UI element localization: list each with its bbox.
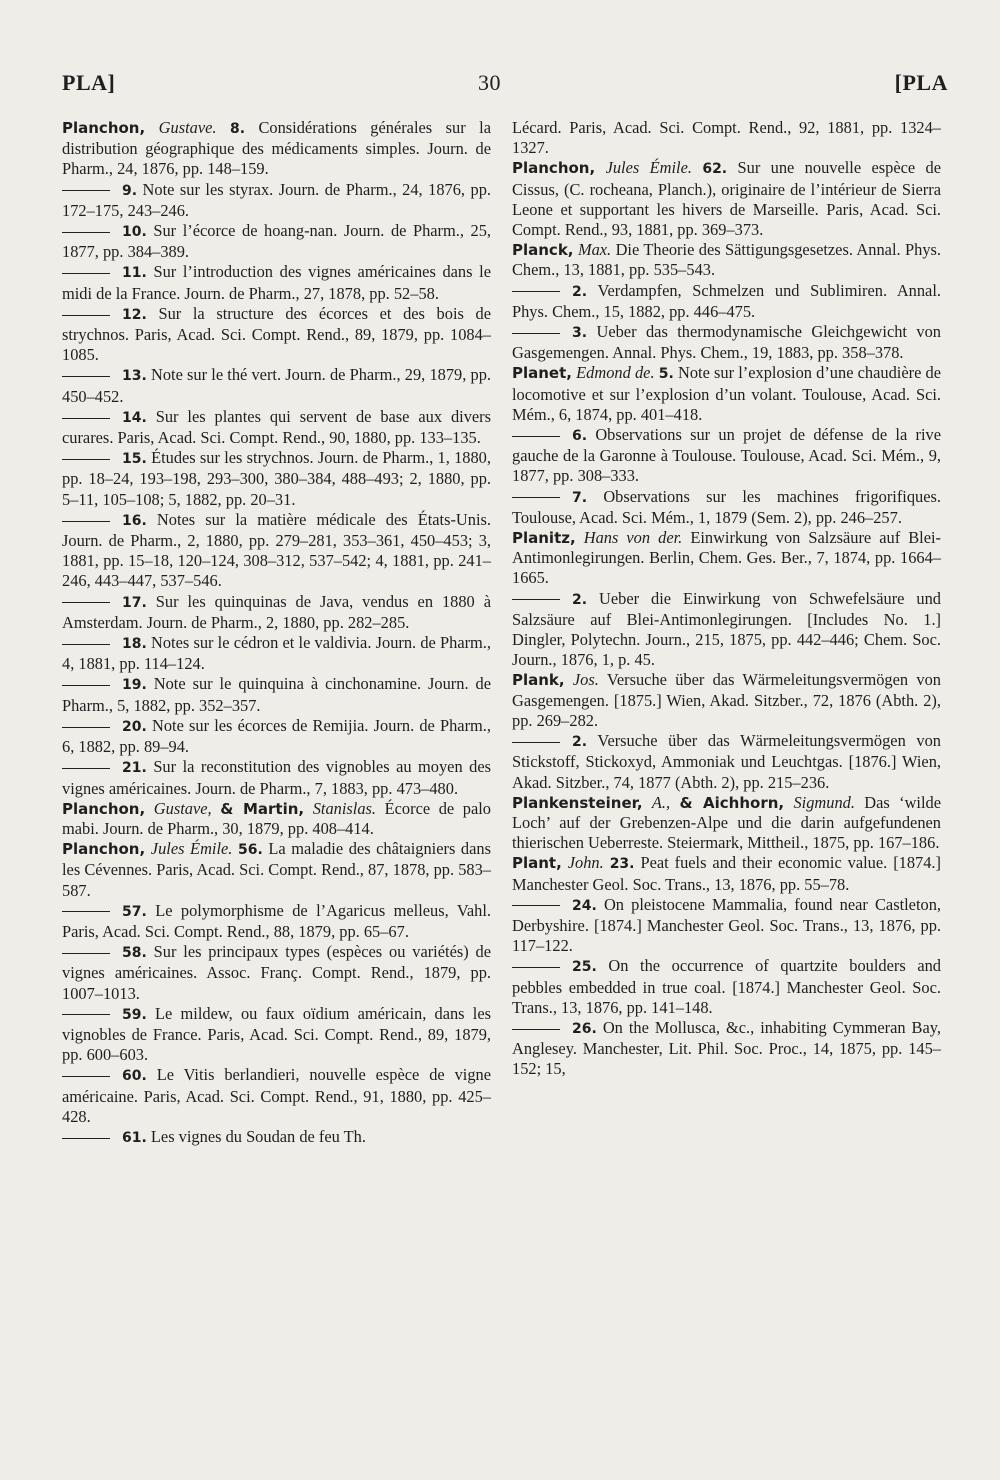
bibliography-entry [62, 592, 491, 633]
entry-number: 2. [572, 283, 588, 300]
entry-number: 15. [122, 451, 147, 468]
entry-text: Sur une nouvelle espèce de Cissus, (C. rocheana, Planch.), originaire de l’intérieur de Sierra Leone et supportant les hivers de Marseille. Paris, Acad. Sci. Compt. Rend., 93, 1881, pp. 369–373. [512, 158, 941, 240]
bibliography-entry [62, 1065, 491, 1127]
bibliography-entry [62, 118, 491, 180]
entry-text: On the occurrence of quartzite boulders and pebbles embedded in true coal. [1874.] Manchester Geol. Soc. Trans., 13, 1876, pp. 141–148. [512, 956, 941, 1017]
entry-number: 26. [572, 1020, 597, 1037]
bibliography-entry [62, 448, 491, 510]
ditto-dash [62, 768, 110, 769]
entry-text: Note sur les écorces de Remijia. Journ. de Pharm., 6, 1882, pp. 89–94. [62, 715, 491, 757]
ditto-dash [62, 1138, 110, 1139]
bibliography-entry [62, 839, 491, 901]
ditto-dash [62, 1014, 110, 1015]
bibliography-entry [62, 1004, 491, 1066]
bibliography-entry [62, 716, 491, 757]
entry-text: Sur la structure des écorces et des bois de strychnos. Paris, Acad. Sci. Compt. Rend., 89, 1879, pp. 1084–1085. [62, 303, 491, 365]
right-column [512, 118, 941, 1080]
author-surname: Plant, [512, 854, 562, 873]
entry-number: 9. [122, 182, 138, 199]
bibliography-entry [512, 853, 941, 894]
ditto-dash [512, 333, 560, 334]
author-given-name: Jules Émile. [605, 158, 692, 178]
author-surname: Planchon, [62, 119, 146, 137]
entry-text: Le Vitis berlandieri, nouvelle espèce de vigne américaine. Paris, Acad. Sci. Compt. Rend., 91, 1880, pp. 425–428. [62, 1065, 491, 1126]
entry-number: 13. [122, 368, 147, 385]
entry-text: Le polymorphisme de l’Agaricus melleus, Vahl. Paris, Acad. Sci. Compt. Rend., 88, 1879, pp. 65–67. [62, 900, 491, 941]
bibliography-entry [62, 942, 491, 1004]
entry-number: 10. [122, 224, 147, 241]
bibliography-entry [62, 365, 491, 406]
bibliography-entry [62, 180, 491, 221]
entry-number: 2. [572, 591, 588, 608]
entry-text: On pleistocene Mammalia, found near Castleton, Derbyshire. [1874.] Manchester Geol. Soc. Trans., 13, 1876, pp. 117–122. [512, 894, 941, 956]
ditto-dash [62, 232, 110, 233]
entry-text: Lécard. Paris, Acad. Sci. Compt. Rend., 92, 1881, pp. 1324–1327. [512, 118, 941, 158]
ditto-dash [62, 521, 110, 522]
entry-text: Le mildew, ou faux oïdium américain, dans les vignobles de France. Paris, Acad. Sci. Compt. Rend., 89, 1879, pp. 600–603. [62, 1003, 491, 1065]
ditto-dash [512, 967, 560, 968]
running-header-right: [PLA [894, 70, 948, 95]
ditto-dash [62, 953, 110, 954]
coauthor-given-name: Stanislas. [312, 798, 377, 818]
entry-number: 5. [658, 366, 674, 383]
entry-number: 6. [572, 428, 588, 445]
author-surname: Planchon, [62, 799, 146, 818]
entry-text: Considérations générales sur la distribution géographique des médicaments simples. Journ. de Pharm., 24, 1876, pp. 148–159. [62, 118, 491, 179]
entry-number: 3. [572, 325, 588, 342]
bibliography-entry [62, 633, 491, 674]
entry-text: Das ‘wilde Loch’ auf der Grebenzen-Alpe und die darin aufgefundenen thierischen Ueberreste. Steiermark, Mittheil., 1875, pp. 167–186. [512, 792, 942, 853]
bibliography-entry [62, 757, 491, 798]
entry-number: 2. [572, 734, 588, 751]
author-surname: Plankensteiner, [512, 793, 643, 812]
entry-text: Notes sur le cédron et le valdivia. Journ. de Pharm., 4, 1881, pp. 114–124. [62, 633, 491, 674]
ditto-dash [62, 418, 110, 419]
bibliography-entry [512, 670, 941, 731]
coauthor-surname: & Martin, [220, 799, 305, 818]
entry-number: 7. [572, 489, 588, 506]
entry-number: 24. [572, 897, 597, 914]
entry-text: On the Mollusca, &c., inhabiting Cymmeran Bay, Anglesey. Manchester, Lit. Phil. Soc. Proc., 14, 1875, pp. 145–152; 15, [512, 1017, 941, 1079]
entry-text: Verdampfen, Schmelzen und Sublimiren. Annal. Phys. Chem., 15, 1882, pp. 446–475. [512, 280, 941, 321]
bibliography-entry [512, 363, 941, 425]
author-surname: Planitz, [512, 529, 576, 548]
running-header-left: PLA] [62, 70, 116, 95]
author-surname: Planck, [512, 241, 574, 260]
bibliography-entry [512, 425, 941, 487]
bibliography-entry [62, 799, 491, 839]
author-given-name: John. [567, 853, 604, 873]
entry-text: Observations sur un projet de défense de la rive gauche de la Garonne à Toulouse. Toulouse, Acad. Sci. Mém., 9, 1877, pp. 308–333. [512, 425, 941, 486]
bibliography-entry [512, 118, 941, 158]
ditto-dash [62, 273, 110, 274]
bibliography-entry [512, 1018, 941, 1080]
bibliography-entry [512, 240, 941, 280]
bibliography-entry [62, 304, 491, 366]
entry-text: Note sur les styrax. Journ. de Pharm., 24, 1876, pp. 172–175, 243–246. [62, 179, 491, 220]
entry-text: Les vignes du Soudan de feu Th. [150, 1126, 366, 1146]
entry-number: 57. [122, 903, 147, 920]
bibliography-entry [512, 956, 941, 1018]
ditto-dash [512, 436, 560, 437]
bibliography-entry [62, 901, 491, 942]
ditto-dash [62, 911, 110, 912]
bibliography-entry [512, 322, 941, 363]
bibliography-entry [512, 158, 941, 240]
entry-text: Notes sur la matière médicale des États-Unis. Journ. de Pharm., 2, 1880, pp. 279–281, 353–361, 450–453; 3, 1881, pp. 15–18, 120–124, 308–312, 537–542; 4, 1881, pp. 241–246, 443–447, 537–546. [62, 509, 491, 591]
ditto-dash [62, 644, 110, 645]
entry-text: La maladie des châtaigniers dans les Cévennes. Paris, Acad. Sci. Compt. Rend., 87, 1878, pp. 583–587. [62, 839, 491, 900]
entry-text: Versuche über das Wärmeleitungsvermögen von Gasgemengen. [1875.] Wien, Akad. Sitzber., 72, 1876 (Abth. 2), pp. 269–282. [512, 670, 941, 730]
author-given-name: Max. [577, 240, 612, 260]
ditto-dash [512, 1029, 560, 1030]
bibliography-entry [512, 793, 941, 854]
ditto-dash [62, 602, 110, 603]
author-surname: Planchon, [512, 159, 596, 178]
entry-number: 56. [237, 842, 263, 859]
entry-number: 23. [609, 856, 635, 873]
bibliography-entry [512, 731, 941, 793]
entry-text: Die Theorie des Sättigungsgesetzes. Annal. Phys. Chem., 13, 1881, pp. 535–543. [512, 240, 941, 280]
entry-number: 59. [122, 1006, 147, 1023]
coauthor-surname: & Aichhorn, [679, 793, 785, 812]
entry-text: Études sur les strychnos. Journ. de Pharm., 1, 1880, pp. 18–24, 193–198, 293–300, 380–384, 488–493; 2, 1880, pp. 5–11, 105–108; 5, 1882, pp. 20–31. [62, 448, 491, 509]
author-surname: Planchon, [62, 840, 146, 859]
entry-text: Ueber die Einwirkung von Schwefelsäure und Salzsäure auf Blei-Antimonlegirungen. [Includes No. 1.] Dingler, Polytechn. Journ., 215, 1875, pp. 442–446; Chem. Soc. Journ., 1876, 1, p. 45. [512, 588, 941, 670]
entry-number: 12. [122, 306, 147, 323]
author-given-name: Hans von der. [583, 528, 683, 548]
ditto-dash [62, 1076, 110, 1077]
entry-number: 62. [702, 161, 728, 178]
left-column [62, 118, 491, 1148]
bibliography-entry [512, 281, 941, 322]
author-given-name: Gustave, [153, 798, 212, 818]
ditto-dash [62, 190, 110, 191]
entry-number: 16. [122, 512, 147, 529]
author-given-name: Jules Émile. [150, 839, 233, 859]
entry-text: Versuche über das Wärmeleitungsvermögen von Stickstoff, Stickoxyd, Ammoniak und Leuchtgas. [1876.] Wien, Akad. Sitzber., 74, 1877 (Abth. 2), pp. 215–236. [512, 731, 941, 792]
bibliography-entry [512, 589, 941, 671]
page-number: 30 [478, 70, 501, 95]
bibliography-entry [512, 528, 941, 589]
entry-number: 11. [122, 265, 147, 282]
ditto-dash [62, 459, 110, 460]
coauthor-given-name: Sigmund. [793, 792, 855, 812]
entry-number: 8. [229, 121, 246, 137]
entry-text: Einwirkung von Salzsäure auf Blei-Antimonlegirungen. Berlin, Chem. Ges. Ber., 7, 1874, pp. 1664–1665. [512, 528, 941, 588]
ditto-dash [62, 685, 110, 686]
entry-number: 20. [122, 718, 147, 735]
entry-text: Observations sur les machines frigorifiques. Toulouse, Acad. Sci. Mém., 1, 1879 (Sem. 2), pp. 246–257. [512, 486, 941, 527]
entry-text: Écorce de palo mabi. Journ. de Pharm., 30, 1879, pp. 408–414. [62, 798, 491, 838]
entry-number: 19. [122, 677, 147, 694]
author-surname: Planet, [512, 364, 572, 383]
bibliography-entry [62, 407, 491, 448]
entry-number: 61. [122, 1129, 147, 1146]
entry-text: Sur les quinquinas de Java, vendus en 1880 à Amsterdam. Journ. de Pharm., 2, 1880, pp. 282–285. [62, 591, 491, 632]
ditto-dash [512, 599, 560, 600]
entry-number: 60. [122, 1068, 147, 1085]
entry-text: Sur l’introduction des vignes américaines dans le midi de la France. Journ. de Pharm., 27, 1878, pp. 52–58. [62, 262, 491, 303]
bibliography-entry [62, 262, 491, 303]
author-given-name: A., [651, 792, 671, 812]
entry-text: Sur l’écorce de hoang-nan. Journ. de Pharm., 25, 1877, pp. 384–389. [62, 221, 491, 262]
bibliography-entry [62, 674, 491, 715]
author-given-name: Edmond de. [576, 363, 655, 383]
ditto-dash [62, 376, 110, 377]
ditto-dash [62, 315, 110, 316]
bibliography-entry [62, 1127, 491, 1148]
bibliography-entry [62, 221, 491, 262]
entry-number: 18. [122, 636, 147, 653]
entry-number: 58. [122, 945, 147, 962]
entry-text: Ueber das thermodynamische Gleichgewicht von Gasgemengen. Annal. Phys. Chem., 19, 1883, pp. 358–378. [512, 322, 941, 363]
entry-text: Sur les plantes qui servent de base aux divers curares. Paris, Acad. Sci. Compt. Rend., 90, 1880, pp. 133–135. [62, 406, 491, 448]
entry-text: Note sur l’explosion d’une chaudière de locomotive et sur l’explosion d’un volant. Toulouse, Acad. Sci. Mém., 6, 1874, pp. 401–418. [512, 363, 941, 424]
ditto-dash [512, 905, 560, 906]
bibliography-entry [512, 895, 941, 957]
entry-number: 17. [122, 594, 147, 611]
bibliography-entry [62, 510, 491, 592]
entry-number: 14. [122, 409, 147, 426]
ditto-dash [512, 742, 560, 743]
entry-text: Sur la reconstitution des vignobles au moyen des vignes américaines. Journ. de Pharm., 7, 1883, pp. 473–480. [62, 757, 491, 798]
entry-text: Sur les principaux types (espèces ou variétés) de vignes américaines. Assoc. Franç. Compt. Rend., 1879, pp. 1007–1013. [62, 942, 491, 1003]
entry-number: 21. [122, 760, 147, 777]
author-given-name: Gustave. [158, 118, 217, 137]
entry-text: Note sur le quinquina à cinchonamine. Journ. de Pharm., 5, 1882, pp. 352–357. [62, 674, 491, 715]
entry-text: Note sur le thé vert. Journ. de Pharm., 29, 1879, pp. 450–452. [62, 365, 491, 406]
ditto-dash [512, 497, 560, 498]
entry-number: 25. [572, 959, 597, 976]
ditto-dash [512, 291, 560, 292]
author-given-name: Jos. [572, 670, 599, 690]
author-surname: Plank, [512, 671, 565, 690]
entry-text: Peat fuels and their economic value. [1874.] Manchester Geol. Soc. Trans., 13, 1876, pp. 55–78. [512, 853, 941, 894]
ditto-dash [62, 727, 110, 728]
bibliography-entry [512, 487, 941, 528]
